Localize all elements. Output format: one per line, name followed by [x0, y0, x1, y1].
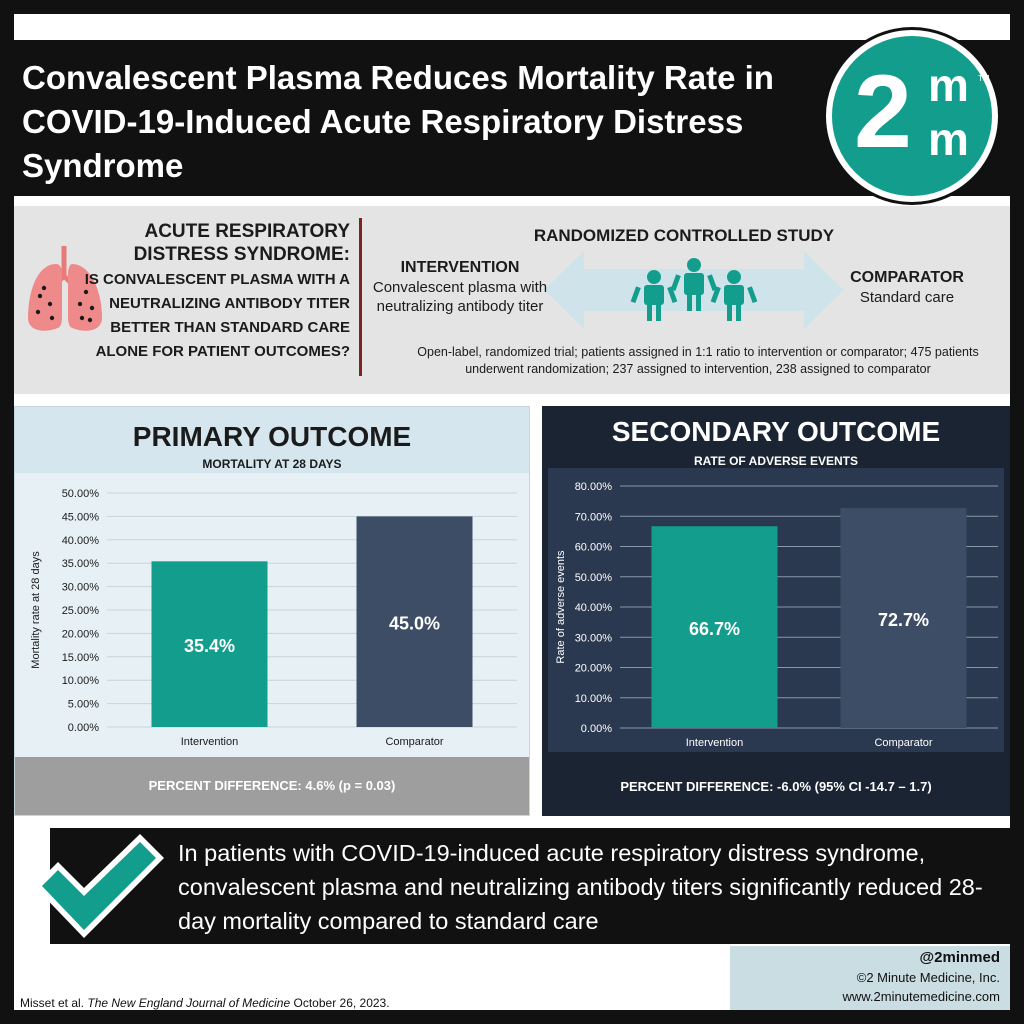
study-section [14, 206, 1010, 394]
company-name: ©2 Minute Medicine, Inc. [856, 970, 1000, 985]
secondary-outcome-title: SECONDARY OUTCOME [611, 416, 941, 447]
y-tick-label: 50.00% [574, 571, 612, 584]
y-tick-label: 10.00% [61, 675, 99, 688]
bar-value-label: 35.4% [183, 636, 236, 657]
intervention-label: INTERVENTION [400, 259, 520, 276]
section-divider [359, 218, 362, 376]
y-tick-label: 45.00% [61, 511, 99, 524]
y-tick-label: 5.00% [67, 698, 99, 711]
logo-letter-top: m [928, 59, 969, 111]
people-icon [631, 258, 758, 321]
secondary-bar-chart [542, 406, 1010, 758]
double-arrow-icon [544, 251, 844, 329]
x-tick-label: Intervention [180, 736, 239, 748]
y-tick-label: 0.00% [67, 722, 99, 734]
social-handle: @2minmed [919, 949, 1000, 966]
secondary-outcome-panel [542, 406, 1010, 816]
bar-value-label: 45.0% [388, 613, 441, 634]
bar-value-label: 66.7% [688, 619, 741, 640]
y-tick-label: 0.00% [580, 723, 612, 735]
x-tick-label: Intervention [685, 737, 744, 749]
y-tick-label: 40.00% [61, 534, 99, 547]
y-tick-label: 30.00% [61, 581, 99, 594]
logo-letter-bottom: m [928, 113, 969, 165]
y-axis-label: Rate of adverse events [555, 550, 567, 664]
conclusion-text: In patients with COVID-19-induced acute respiratory distress syndrome, convalescent plasma and neutralizing antibody titers significantly reduced 28-day mortality compared to standard care [178, 840, 983, 934]
comparator-label: COMPARATOR [850, 269, 964, 286]
y-tick-label: 10.00% [574, 692, 612, 705]
brand-logo [826, 30, 998, 202]
bar-value-label: 72.7% [877, 610, 930, 631]
y-tick-label: 20.00% [574, 662, 612, 675]
y-tick-label: 25.00% [61, 605, 99, 617]
logo-number: 2 [854, 54, 912, 170]
x-tick-label: Comparator [874, 737, 933, 749]
y-tick-label: 60.00% [574, 541, 612, 554]
y-tick-label: 20.00% [61, 628, 99, 641]
primary-percent-difference: PERCENT DIFFERENCE: 4.6% (p = 0.03) [15, 757, 529, 815]
primary-outcome-subtitle: MORTALITY AT 28 DAYS [202, 457, 342, 471]
citation-journal: The New England Journal of Medicine [87, 996, 291, 1010]
page-title: Convalescent Plasma Reduces Mortality Rate in COVID-19-Induced Acute Respiratory Distress Syndrome [22, 59, 774, 184]
x-tick-label: Comparator [385, 736, 444, 748]
y-tick-label: 50.00% [61, 488, 99, 500]
citation-date: October 26, 2023. [293, 996, 390, 1010]
y-tick-label: 30.00% [574, 632, 612, 645]
citation [20, 996, 390, 1010]
y-tick-label: 40.00% [574, 602, 612, 614]
study-question [58, 220, 350, 364]
primary-outcome-title: PRIMARY OUTCOME [132, 421, 412, 452]
logo-trademark: TM [978, 74, 990, 83]
question-heading: ACUTE RESPIRATORY DISTRESS SYNDROME: [133, 221, 350, 265]
y-axis-label: Mortality rate at 28 days [30, 551, 42, 669]
conclusion-banner [50, 828, 1010, 944]
intervention-description: Convalescent plasma with neutralizing antibody titer [372, 279, 548, 315]
credit-box [730, 946, 1010, 1010]
checkmark-icon [28, 834, 164, 938]
study-design-title: RANDOMIZED CONTROLLED STUDY [533, 226, 835, 245]
primary-bar-chart [15, 407, 531, 759]
y-tick-label: 70.00% [574, 511, 612, 524]
secondary-percent-difference: PERCENT DIFFERENCE: -6.0% (95% CI -14.7 – 1.7) [542, 758, 1010, 816]
citation-authors: Misset et al. [20, 996, 85, 1010]
y-tick-label: 35.00% [61, 558, 99, 571]
study-description: Open-label, randomized trial; patients assigned in 1:1 ratio to intervention or comparator; 475 patients underwent randomization; 237 assigned to intervention, 238 assigned to comparator [417, 345, 979, 376]
comparator-description: Standard care [859, 289, 955, 306]
website-url: www.2minutemedicine.com [842, 989, 1000, 1004]
question-body: IS CONVALESCENT PLASMA WITH A NEUTRALIZING ANTIBODY TITER BETTER THAN STANDARD CARE ALONE FOR PATIENT OUTCOMES? [84, 271, 350, 360]
y-tick-label: 15.00% [61, 651, 99, 664]
comparator-arm [832, 268, 982, 308]
y-tick-label: 80.00% [574, 481, 612, 493]
secondary-outcome-subtitle: RATE OF ADVERSE EVENTS [693, 454, 859, 468]
primary-outcome-panel [14, 406, 530, 816]
intervention-arm [370, 258, 550, 316]
